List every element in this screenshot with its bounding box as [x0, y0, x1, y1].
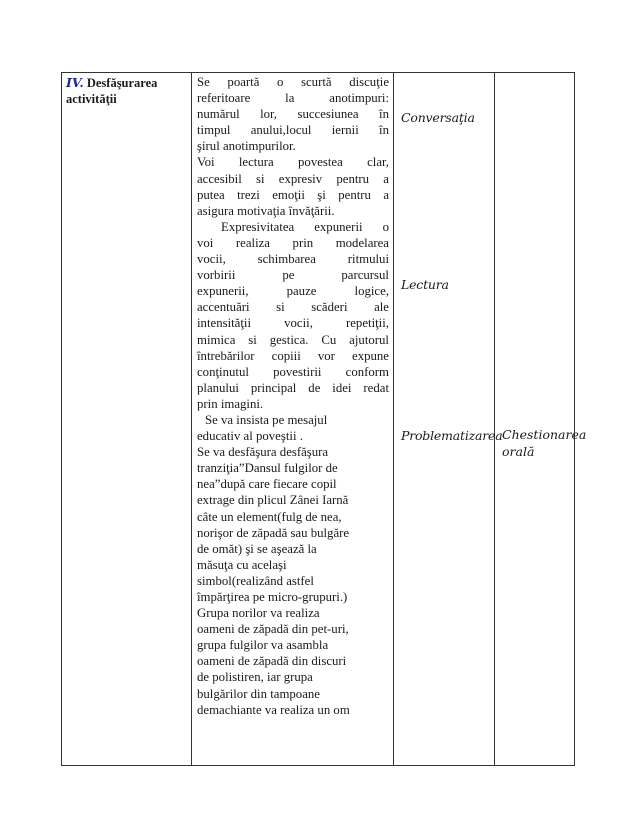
text-line: Expresivitatea expunerii o	[221, 219, 389, 234]
text-line: Se va desfăşura desfăşura	[197, 445, 329, 460]
content-text	[192, 73, 393, 718]
text-line: conţinutul povestirii conform	[197, 364, 389, 379]
text-line: accentuări si scăderi ale	[197, 300, 389, 315]
evaluation-line1: Chestionarea	[502, 427, 587, 442]
text-line: simbol(realizând astfel	[197, 573, 314, 588]
text-line: tranziţia”Dansul fulgilor de	[197, 461, 338, 476]
text-line: Se va insista pe mesajul	[205, 412, 328, 427]
table-row	[62, 73, 575, 766]
method-reading: Lectura	[401, 277, 449, 292]
text-line: intensităţii vocii, repetiţii,	[197, 316, 389, 331]
content-cell	[192, 73, 394, 766]
text-line: Se poartă o scurtă discuţie	[197, 75, 389, 89]
text-line: accesibil si expresiv pentru a	[197, 171, 389, 186]
lesson-plan-table	[61, 72, 587, 766]
text-line: numărul lor, succesiunea în	[197, 107, 389, 122]
evaluation-line2: orală	[502, 444, 535, 459]
text-line: Voi lectura povestea clar,	[197, 155, 389, 170]
stage-title-line2: activităţii	[66, 91, 117, 106]
method-conversation: Conversaţia	[401, 110, 475, 125]
text-line: de polistiren, iar grupa	[197, 670, 313, 685]
text-line: oameni de zăpadă din pet-uri,	[197, 622, 349, 637]
evaluation-cell	[495, 73, 587, 766]
text-line: putea trezi emoţii şi pentru a	[197, 187, 389, 202]
text-line: planului principal de idei redat	[197, 380, 389, 395]
text-line: de omăt) şi se aşează la	[197, 541, 317, 556]
text-line: mimica si gestica. Cu ajutorul	[197, 332, 389, 347]
text-line: împărţirea pe micro-grupuri.)	[197, 590, 348, 604]
text-line: câte un element(fulg de nea,	[197, 509, 342, 524]
text-line: educativ al poveştii .	[197, 429, 303, 444]
method-problematization: Problematizarea	[401, 428, 503, 443]
evaluation-method	[502, 426, 586, 460]
text-line: demachiante va realiza un om	[197, 702, 350, 717]
text-line: extrage din plicul Zânei Iarnă	[197, 493, 349, 508]
text-line: nea”după care fiecare copil	[197, 477, 337, 492]
text-line: referitoare la anotimpuri:	[197, 91, 389, 106]
stage-roman-numeral: IV.	[66, 75, 84, 90]
stage-title-line1: Desfăşurarea	[86, 76, 158, 90]
text-line: voi realiza prin modelarea	[197, 235, 389, 250]
text-line: asigura motivaţia învăţării.	[197, 203, 335, 218]
text-line: şirul anotimpurilor.	[197, 139, 296, 154]
stage-heading	[62, 73, 191, 107]
text-line: norişor de zăpadă sau bulgăre	[197, 525, 350, 540]
stage-cell	[62, 73, 192, 766]
text-line: bulgărilor din tampoane	[197, 686, 320, 701]
text-line: timpul anului,locul iernii în	[197, 123, 389, 138]
text-line: măsuţa cu acelaşi	[197, 557, 287, 572]
text-line: prin imagini.	[197, 396, 264, 411]
text-line: întrebărilor copiii vor expune	[197, 348, 389, 363]
text-line: Grupa norilor va realiza	[197, 606, 320, 621]
methods-cell	[394, 73, 503, 766]
text-line: grupa fulgilor va asambla	[197, 638, 329, 653]
text-line: vocii, schimbarea ritmului	[197, 252, 389, 267]
text-line: oameni de zăpadă din discuri	[197, 654, 347, 669]
text-line: vorbirii pe parcursul	[197, 268, 389, 283]
text-line: expunerii, pauze logice,	[197, 284, 389, 299]
